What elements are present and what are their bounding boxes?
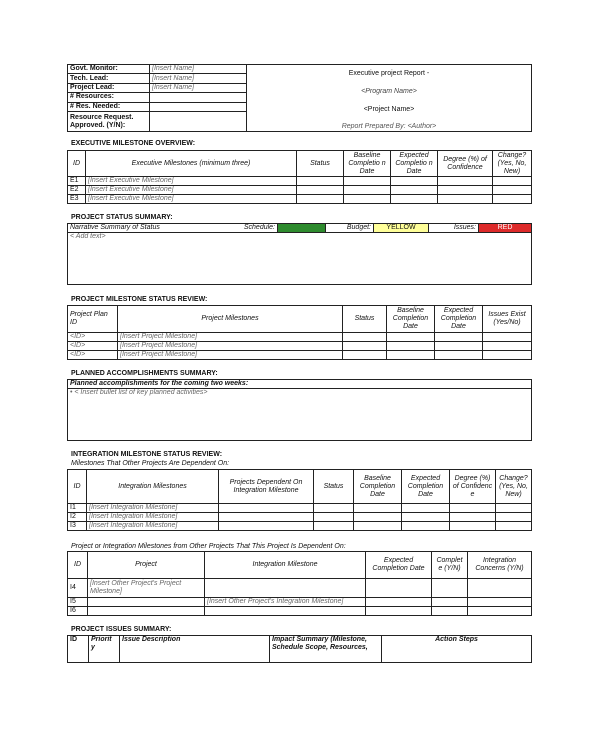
header-table bbox=[67, 64, 532, 132]
col-header: Projects Dependent On Integration Milestone bbox=[219, 470, 314, 504]
cell[interactable] bbox=[219, 504, 314, 513]
cell[interactable] bbox=[493, 186, 532, 195]
row-id: E2 bbox=[68, 186, 86, 195]
cell[interactable] bbox=[450, 522, 496, 531]
row-project[interactable] bbox=[88, 607, 205, 616]
col-header: Action Steps bbox=[382, 636, 532, 663]
col-header: Baseline Completion Date bbox=[387, 306, 435, 333]
row-milestone[interactable]: [Insert Project Milestone] bbox=[118, 342, 343, 351]
row-milestone[interactable]: [Insert Executive Milestone] bbox=[86, 177, 297, 186]
col-header: Priorit y bbox=[89, 636, 120, 663]
cell[interactable] bbox=[450, 513, 496, 522]
schedule-status-badge: GREEN bbox=[278, 224, 326, 233]
col-header: Expected Completion Date bbox=[402, 470, 450, 504]
row-milestone[interactable]: [Insert Integration Milestone] bbox=[87, 513, 219, 522]
cell[interactable] bbox=[438, 177, 493, 186]
cell[interactable] bbox=[219, 513, 314, 522]
project-milestone-table bbox=[67, 305, 532, 360]
header-label: Govt. Monitor: bbox=[68, 65, 150, 74]
issues-table bbox=[67, 635, 532, 663]
header-value[interactable]: [Insert Name] bbox=[150, 65, 247, 74]
row-milestone[interactable]: [Insert Integration Milestone] bbox=[87, 504, 219, 513]
cell[interactable] bbox=[343, 351, 387, 360]
cell[interactable] bbox=[366, 607, 432, 616]
table-row bbox=[68, 333, 532, 342]
col-header: ID bbox=[68, 470, 87, 504]
cell[interactable] bbox=[297, 186, 344, 195]
table-row bbox=[68, 522, 532, 531]
cell[interactable] bbox=[354, 504, 402, 513]
cell[interactable] bbox=[493, 177, 532, 186]
cell[interactable] bbox=[435, 351, 483, 360]
integ-subtitle: Milestones That Other Projects Are Dependent On: bbox=[71, 460, 230, 467]
row-id: I3 bbox=[68, 522, 87, 531]
col-header: Expected Completion Date bbox=[366, 552, 432, 579]
header-value[interactable] bbox=[150, 102, 247, 111]
col-header: Degree (%) of Confidence bbox=[438, 151, 493, 177]
table-row bbox=[68, 504, 532, 513]
col-header: Project Milestones bbox=[118, 306, 343, 333]
row-milestone[interactable]: [Insert Project Milestone] bbox=[118, 333, 343, 342]
cell[interactable] bbox=[314, 504, 354, 513]
integ-section-title: INTEGRATION MILESTONE STATUS REVIEW: bbox=[71, 451, 223, 458]
cell[interactable] bbox=[344, 195, 391, 204]
col-header: Integration Milestone bbox=[205, 552, 366, 579]
cell[interactable] bbox=[496, 504, 532, 513]
cell[interactable] bbox=[435, 333, 483, 342]
row-id: E1 bbox=[68, 177, 86, 186]
col-header: ID bbox=[68, 151, 86, 177]
col-header: Expected Completion Date bbox=[435, 306, 483, 333]
col-header: Integration Concerns (Y/N) bbox=[468, 552, 532, 579]
col-header: Status bbox=[314, 470, 354, 504]
cell[interactable] bbox=[483, 351, 532, 360]
issues-label: Issues: bbox=[429, 224, 479, 233]
prepared-by[interactable]: Report Prepared By: <Author> bbox=[341, 123, 437, 130]
header-label: # Resources: bbox=[68, 93, 150, 102]
cell[interactable] bbox=[391, 195, 438, 204]
cell[interactable] bbox=[438, 195, 493, 204]
col-header: Impact Summary (Milestone, Schedule Scope, Resources, bbox=[270, 636, 382, 663]
schedule-label: Schedule: bbox=[228, 224, 278, 233]
col-header: Status bbox=[297, 151, 344, 177]
row-project[interactable]: [Insert Other Project's Project Milestone] bbox=[88, 579, 205, 598]
issues-status-badge: RED bbox=[479, 224, 532, 233]
cell[interactable] bbox=[354, 522, 402, 531]
exec-milestone-table bbox=[67, 150, 532, 204]
row-milestone[interactable] bbox=[205, 579, 366, 598]
col-header: Baseline Completio n Date bbox=[344, 151, 391, 177]
row-id: I2 bbox=[68, 513, 87, 522]
budget-status-badge: YELLOW bbox=[374, 224, 429, 233]
row-milestone[interactable] bbox=[205, 607, 366, 616]
row-id[interactable]: <ID> bbox=[68, 351, 118, 360]
col-header: Integration Milestones bbox=[87, 470, 219, 504]
cell[interactable] bbox=[387, 342, 435, 351]
dependency-table bbox=[67, 551, 532, 616]
planned-table bbox=[67, 379, 532, 441]
cell[interactable] bbox=[391, 177, 438, 186]
cell[interactable] bbox=[483, 342, 532, 351]
col-header: Change? (Yes, No, New) bbox=[496, 470, 532, 504]
header-value[interactable]: [Insert Name] bbox=[150, 74, 247, 83]
cell[interactable] bbox=[354, 513, 402, 522]
row-id: I1 bbox=[68, 504, 87, 513]
cell[interactable] bbox=[402, 504, 450, 513]
cell[interactable] bbox=[402, 513, 450, 522]
col-header: Project bbox=[88, 552, 205, 579]
planned-header: Planned accomplishments for the coming two weeks: bbox=[68, 380, 532, 389]
cell[interactable] bbox=[450, 504, 496, 513]
header-label: Resource Request. Approved. (Y/N): bbox=[68, 112, 150, 132]
row-id: I5 bbox=[68, 598, 88, 607]
table-row bbox=[68, 579, 532, 598]
cell[interactable] bbox=[387, 351, 435, 360]
budget-label: Budget: bbox=[326, 224, 374, 233]
cell[interactable] bbox=[435, 342, 483, 351]
cell[interactable] bbox=[343, 333, 387, 342]
header-label: Project Lead: bbox=[68, 83, 150, 92]
row-milestone[interactable]: [Insert Integration Milestone] bbox=[87, 522, 219, 531]
cell[interactable] bbox=[314, 513, 354, 522]
table-row bbox=[68, 342, 532, 351]
narrative-label: Narrative Summary of Status bbox=[68, 224, 228, 233]
col-header: Change? (Yes, No, New) bbox=[493, 151, 532, 177]
row-id[interactable]: <ID> bbox=[68, 333, 118, 342]
status-table bbox=[67, 223, 532, 285]
row-project[interactable] bbox=[88, 598, 205, 607]
dep-subtitle: Project or Integration Milestones from Other Projects That This Project Is Dependent On: bbox=[71, 543, 346, 550]
cell[interactable] bbox=[297, 195, 344, 204]
cell[interactable] bbox=[343, 342, 387, 351]
row-id: I6 bbox=[68, 607, 88, 616]
cell[interactable] bbox=[438, 186, 493, 195]
col-header: ID bbox=[68, 636, 89, 663]
header-value[interactable]: [Insert Name] bbox=[150, 83, 247, 92]
col-header: Expected Completio n Date bbox=[391, 151, 438, 177]
issues-section-title: PROJECT ISSUES SUMMARY: bbox=[71, 626, 172, 633]
cell[interactable] bbox=[391, 186, 438, 195]
cell[interactable] bbox=[366, 579, 432, 598]
col-header: Status bbox=[343, 306, 387, 333]
col-header: Issues Exist (Yes/No) bbox=[483, 306, 532, 333]
planned-section-title: PLANNED ACCOMPLISHMENTS SUMMARY: bbox=[71, 370, 218, 377]
row-id: I4 bbox=[68, 579, 88, 598]
col-header: Degree (%) of Confidenc e bbox=[450, 470, 496, 504]
cell[interactable] bbox=[366, 598, 432, 607]
cell[interactable] bbox=[387, 333, 435, 342]
cell[interactable] bbox=[493, 195, 532, 204]
row-milestone[interactable]: [Insert Executive Milestone] bbox=[86, 195, 297, 204]
row-milestone[interactable]: [Insert Other Project's Integration Milestone] bbox=[205, 598, 366, 607]
table-row bbox=[68, 598, 532, 607]
exec-section-title: EXECUTIVE MILESTONE OVERVIEW: bbox=[71, 140, 196, 147]
cell[interactable] bbox=[344, 177, 391, 186]
cell[interactable] bbox=[344, 186, 391, 195]
integration-milestone-table bbox=[67, 469, 532, 531]
header-label: # Res. Needed: bbox=[68, 102, 150, 111]
col-header: Issue Description bbox=[120, 636, 270, 663]
table-row bbox=[68, 195, 532, 204]
table-row bbox=[68, 607, 532, 616]
col-header: Baseline Completion Date bbox=[354, 470, 402, 504]
report-title-cell bbox=[247, 65, 532, 132]
table-row bbox=[68, 351, 532, 360]
col-header: ID bbox=[68, 552, 88, 579]
cell[interactable] bbox=[496, 522, 532, 531]
cell[interactable] bbox=[432, 607, 468, 616]
cell[interactable] bbox=[297, 177, 344, 186]
table-row bbox=[68, 177, 532, 186]
pm-section-title: PROJECT MILESTONE STATUS REVIEW: bbox=[71, 296, 208, 303]
header-value[interactable] bbox=[150, 93, 247, 102]
cell[interactable] bbox=[402, 522, 450, 531]
cell[interactable] bbox=[468, 579, 532, 598]
status-section-title: PROJECT STATUS SUMMARY: bbox=[71, 214, 173, 221]
cell[interactable] bbox=[314, 522, 354, 531]
col-header: Complet e (Y/N) bbox=[432, 552, 468, 579]
project-name[interactable]: <Project Name> bbox=[363, 106, 415, 113]
cell[interactable] bbox=[496, 513, 532, 522]
header-label: Tech. Lead: bbox=[68, 74, 150, 83]
row-milestone[interactable]: [Insert Project Milestone] bbox=[118, 351, 343, 360]
cell[interactable] bbox=[468, 607, 532, 616]
planned-bullet-area[interactable]: • < Insert bullet list of key planned activities> bbox=[68, 389, 532, 441]
cell[interactable] bbox=[432, 579, 468, 598]
row-id: E3 bbox=[68, 195, 86, 204]
program-name[interactable]: <Program Name> bbox=[361, 88, 417, 95]
cell[interactable] bbox=[468, 598, 532, 607]
cell[interactable] bbox=[219, 522, 314, 531]
table-row bbox=[68, 186, 532, 195]
row-id[interactable]: <ID> bbox=[68, 342, 118, 351]
col-header: Executive Milestones (minimum three) bbox=[86, 151, 297, 177]
cell[interactable] bbox=[432, 598, 468, 607]
cell[interactable] bbox=[483, 333, 532, 342]
report-title: Executive project Report - bbox=[348, 70, 430, 77]
col-header: Project Plan ID bbox=[68, 306, 118, 333]
row-milestone[interactable]: [Insert Executive Milestone] bbox=[86, 186, 297, 195]
table-row bbox=[68, 513, 532, 522]
header-value[interactable] bbox=[150, 112, 247, 132]
status-text-area[interactable]: < Add text> bbox=[68, 233, 532, 285]
